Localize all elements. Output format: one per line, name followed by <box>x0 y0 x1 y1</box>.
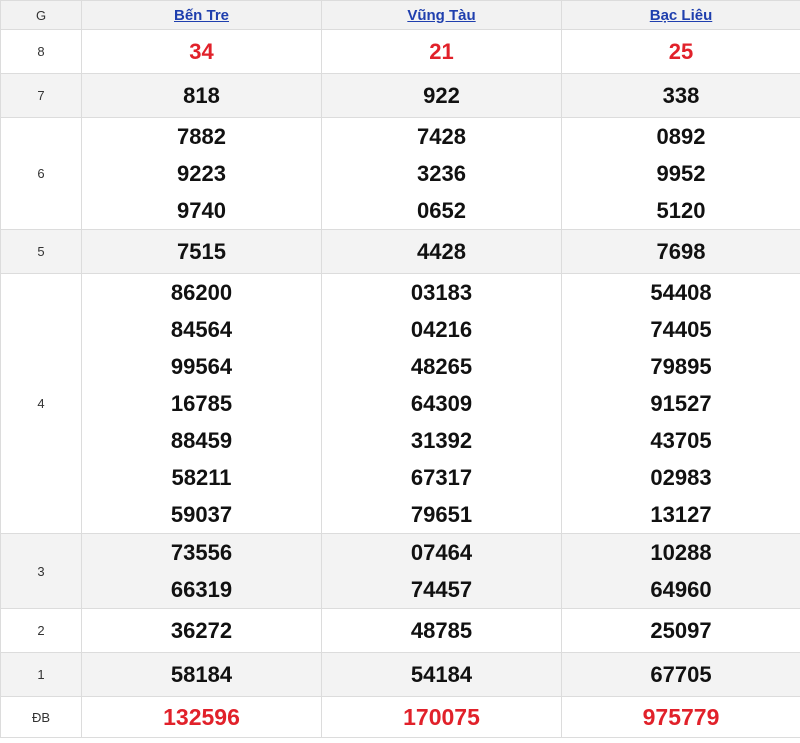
result-cell <box>82 609 322 653</box>
result-number: 64960 <box>650 577 712 602</box>
result-number: 59037 <box>170 502 233 527</box>
result-cell <box>562 534 800 609</box>
result-number: 86200 <box>170 280 233 305</box>
result-cell <box>562 697 800 738</box>
prize-row <box>1 118 800 230</box>
result-number: 7515 <box>177 239 226 264</box>
result-number: 54408 <box>650 280 712 305</box>
result-number: 04216 <box>410 317 473 342</box>
result-number: 170075 <box>403 703 480 730</box>
result-number: 67317 <box>410 465 473 490</box>
result-cell <box>322 118 562 230</box>
result-number: 48785 <box>410 618 473 643</box>
prize-label: 4 <box>1 274 82 534</box>
prize-row <box>1 534 800 609</box>
result-cell <box>82 653 322 697</box>
table-header-row <box>1 1 800 30</box>
result-number: 9223 <box>177 161 226 186</box>
result-number: 132596 <box>163 703 240 730</box>
result-number: 975779 <box>642 703 720 730</box>
result-number: 7882 <box>177 124 226 149</box>
result-number: 07464 <box>410 540 473 565</box>
result-number: 25097 <box>650 618 712 643</box>
result-number: 79895 <box>650 354 712 379</box>
result-number: 74457 <box>410 577 473 602</box>
result-cell <box>322 653 562 697</box>
result-cell <box>562 274 800 534</box>
prize-row <box>1 74 800 118</box>
result-cell <box>322 230 562 274</box>
result-number: 54184 <box>410 662 473 687</box>
prize-column-header: G <box>1 1 82 30</box>
result-number: 9952 <box>656 161 706 186</box>
result-number: 922 <box>423 83 460 108</box>
result-number: 25 <box>668 39 694 64</box>
result-number: 21 <box>429 39 454 64</box>
result-cell <box>562 30 800 74</box>
prize-label: ĐB <box>1 697 82 738</box>
result-number: 4428 <box>417 239 466 264</box>
province-link-bac-lieu[interactable]: Bạc Liêu <box>649 6 713 24</box>
result-number: 5120 <box>656 198 706 223</box>
result-cell <box>562 609 800 653</box>
result-number: 0652 <box>417 198 466 223</box>
prize-label: 7 <box>1 74 82 118</box>
province-header <box>322 1 562 30</box>
result-number: 02983 <box>650 465 712 490</box>
result-cell <box>562 74 800 118</box>
prize-label: 5 <box>1 230 82 274</box>
result-number: 7428 <box>417 124 466 149</box>
result-number: 84564 <box>170 317 233 342</box>
result-number: 7698 <box>656 239 706 264</box>
result-cell <box>322 74 562 118</box>
result-cell <box>82 74 322 118</box>
result-cell <box>562 230 800 274</box>
prize-row <box>1 653 800 697</box>
result-number: 9740 <box>177 198 226 223</box>
result-cell <box>322 697 562 738</box>
result-number: 73556 <box>170 540 233 565</box>
result-number: 58184 <box>170 662 233 687</box>
result-number: 58211 <box>171 465 232 490</box>
result-cell <box>82 230 322 274</box>
result-cell <box>82 274 322 534</box>
result-number: 43705 <box>650 428 712 453</box>
result-number: 67705 <box>650 662 712 687</box>
result-cell <box>562 653 800 697</box>
result-number: 16785 <box>170 391 233 416</box>
prize-label: 6 <box>1 118 82 230</box>
result-cell <box>322 609 562 653</box>
result-number: 31392 <box>410 428 473 453</box>
prize-row <box>1 230 800 274</box>
prize-label: 1 <box>1 653 82 697</box>
prize-label: 2 <box>1 609 82 653</box>
result-cell <box>82 534 322 609</box>
result-number: 36272 <box>170 618 233 643</box>
prize-label: 3 <box>1 534 82 609</box>
result-number: 79651 <box>410 502 473 527</box>
prize-row <box>1 274 800 534</box>
result-number: 74405 <box>650 317 712 342</box>
prize-row <box>1 30 800 74</box>
result-number: 338 <box>662 83 700 108</box>
result-cell <box>562 118 800 230</box>
province-link-ben-tre[interactable]: Bến Tre <box>173 6 230 24</box>
province-header <box>562 1 800 30</box>
province-link-vung-tau[interactable]: Vũng Tàu <box>407 6 476 24</box>
result-cell <box>322 534 562 609</box>
result-cell <box>82 30 322 74</box>
result-number: 99564 <box>170 354 233 379</box>
prize-row <box>1 609 800 653</box>
result-number: 3236 <box>417 161 466 186</box>
province-header <box>82 1 322 30</box>
results-body <box>1 30 800 738</box>
result-cell <box>322 30 562 74</box>
result-number: 13127 <box>650 502 712 527</box>
result-number: 818 <box>183 83 220 108</box>
result-number: 64309 <box>410 391 473 416</box>
result-number: 48265 <box>410 354 473 379</box>
result-number: 34 <box>189 39 214 64</box>
result-number: 88459 <box>170 428 233 453</box>
result-number: 03183 <box>410 280 473 305</box>
result-number: 91527 <box>650 391 712 416</box>
result-cell <box>322 274 562 534</box>
result-number: 66319 <box>170 577 233 602</box>
result-cell <box>82 697 322 738</box>
result-number: 0892 <box>656 124 706 149</box>
prize-label: 8 <box>1 30 82 74</box>
prize-row <box>1 697 800 738</box>
result-cell <box>82 118 322 230</box>
result-number: 10288 <box>650 540 712 565</box>
